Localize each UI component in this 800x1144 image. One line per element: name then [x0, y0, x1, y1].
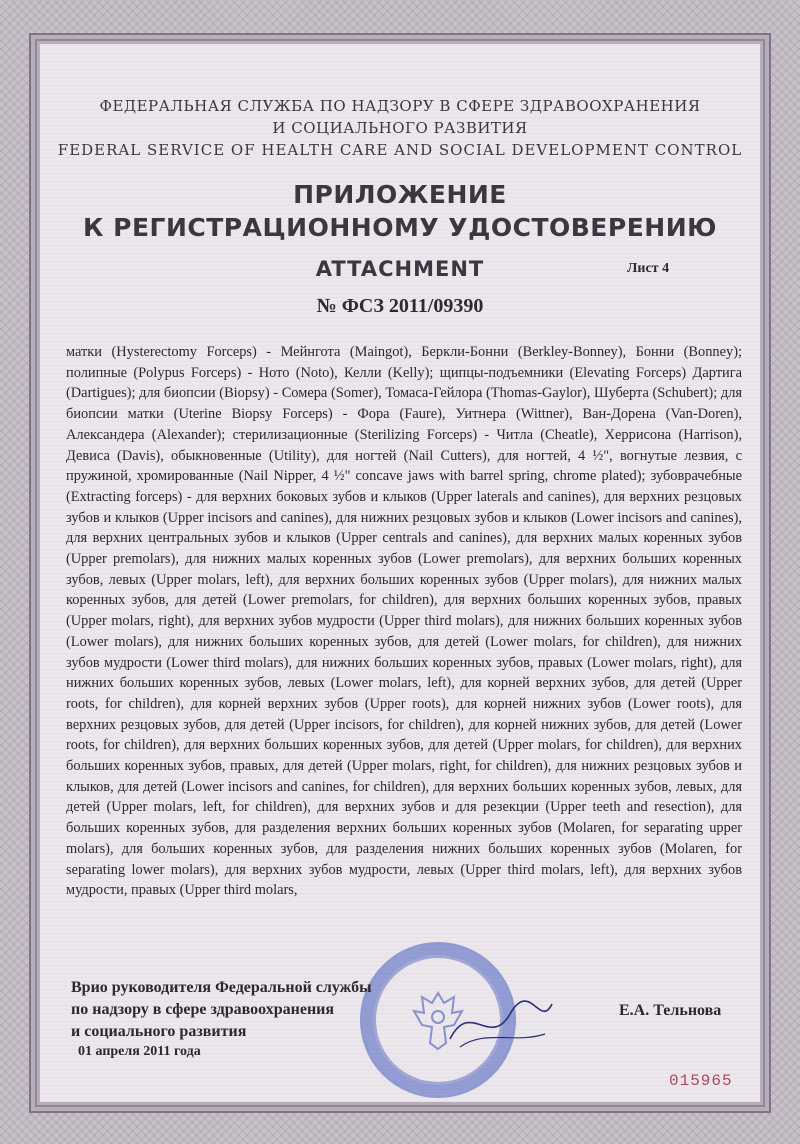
- agency-name-ru-line1: ФЕДЕРАЛЬНАЯ СЛУЖБА ПО НАДЗОРУ В СФЕРЕ ЗДРАВООХРАНЕНИЯ: [99, 97, 701, 115]
- agency-name-ru-line2: И СОЦИАЛЬНОГО РАЗВИТИЯ: [272, 119, 528, 137]
- agency-name-en: FEDERAL SERVICE OF HEALTH CARE AND SOCIAL DEVELOPMENT CONTROL: [57, 141, 743, 159]
- sheet-number: Лист 4: [627, 261, 670, 276]
- attachment-heading: ATTACHMENT: [315, 257, 485, 281]
- certificate-body: [40, 44, 760, 1102]
- signature-date: 01 апреля 2011 года: [78, 1044, 201, 1059]
- document-title-line2: К РЕГИСТРАЦИОННОМУ УДОСТОВЕРЕНИЮ: [83, 213, 717, 242]
- registration-number: № ФСЗ 2011/09390: [316, 295, 484, 317]
- signer-title-line3: и социального развития: [71, 1023, 247, 1040]
- attachment-body-text: матки (Hysterectomy Forceps) - Мейнгота (Maingot), Беркли-Бонни (Berkley-Bonney), Бонни (Bonney); полипные (Polypus Forceps) - Ното (Noto), Келли (Kelly); щипцы-подъемники (Elevating Forceps) Дартига (Dartigues); для биопсии (Biopsy) - Сомера (Somer), Томаса-Гейлора (Thomas-Gaylor), Шуберта (Schubert); для биопсии матки (Uterine Biopsy Forceps) - Фора (Faure), Уитнера (Wittner), Ван-Дорена (Van-Doren), Александера (Alexander); стерилизационные (Sterilizing Forceps) - Читла (Cheatle), Херрисона (Harrison), Девиса (Davis), обыкновенные (Utility), для ногтей (Nail Cutters), для ногтей, 4 ½", вогнутые лезвия, с пружиной, хромированные (Nail Nipper, 4 ½" concave jaws with barrel spring, chrome plated); зубоврачебные (Extracting forceps) - для верхних боковых зубов и клыков (Upper laterals and canines), для верхних резцовых зубов и клыков (Upper incisors and canines), для нижних резцовых зубов и клыков (Lower incisors and canines), для верхних центральных зубов и клыков (Upper centrals and canines), для верхних малых коренных зубов (Upper premolars), для нижних малых коренных зубов (Lower premolars), для верхних больших коренных зубов, левых (Upper molars, left), для верхних больших коренных зубов (Upper molars), для нижних малых коренных зубов, для детей (Lower premolars, for children), для верхних больших коренных зубов, правых (Upper molars, right), для верхних зубов мудрости (Upper third molars), для нижних больших коренных зубов (Lower molars), для нижних больших коренных зубов, для детей (Lower molars, for children), для нижних зубов мудрости (Lower third molars), для нижних больших коренных зубов, правых (Lower molars, right), для нижних больших коренных зубов, левых (Lower molars, left), для корней верхних зубов, для детей (Upper roots, for children), для корней верхних зубов (Upper roots), для корней нижних зубов (Lower roots), для верхних резцовых зубов, для детей (Upper incisors, for children), для корней нижних зубов, для детей (Lower roots, for children), для верхних больших коренных зубов, для детей (Upper molars, for children), для верхних больших коренных зубов, правых, для детей (Upper molars, right, for children), для нижних резцовых зубов и клыков, для детей (Lower incisors and canines, for children), для верхних больших коренных зубов, левых, для детей (Upper molars, left, for children), для верхних зубов и для резекции (Upper teeth and resection), для больших коренных зубов, для разделения верхних больших коренных зубов (Molaren, for separating upper molars), для больших коренных зубов, для разделения нижних больших коренных зубов (Molaren, for separating lower molars), для верхних зубов мудрости, левых (Upper third molars, left), для верхних зубов мудрости, правых (Upper third molars,: [66, 344, 742, 899]
- signer-name: Е.А. Тельнова: [619, 1002, 722, 1019]
- document-title-line1: ПРИЛОЖЕНИЕ: [293, 180, 507, 209]
- signer-title: [71, 977, 451, 1043]
- signature-icon: [440, 989, 560, 1059]
- signer-title-line1: Врио руководителя Федеральной службы: [71, 979, 372, 996]
- serial-number: 015965: [669, 1072, 733, 1090]
- signer-title-line2: по надзору в сфере здравоохранения: [71, 1001, 335, 1018]
